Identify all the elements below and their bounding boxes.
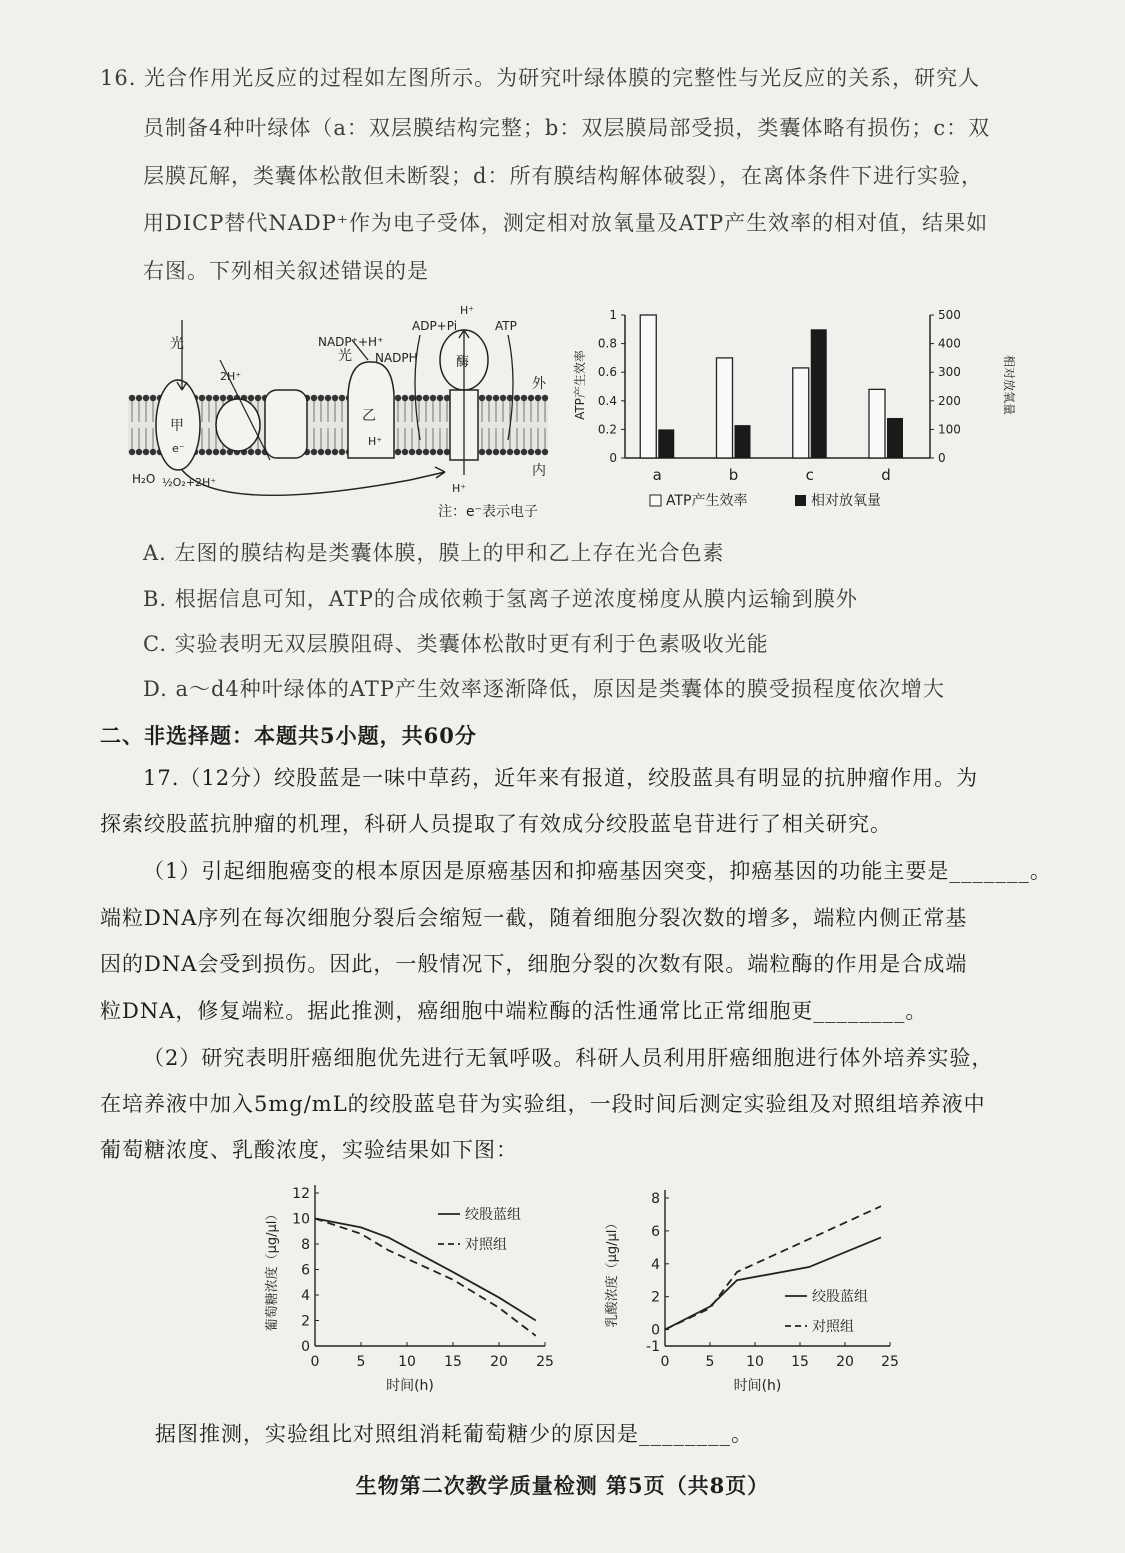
bar-ytick-label: 1: [609, 308, 617, 322]
bar-ytick-label: 0.2: [597, 422, 617, 437]
glucose-line-chart: [260, 1178, 560, 1403]
q16-line-5: 右图。下列相关叙述错误的是: [143, 259, 429, 283]
xtick-label: 10: [398, 1354, 416, 1370]
xtick-label: 5: [356, 1354, 366, 1370]
ytick-label: 4: [651, 1256, 660, 1273]
xtick-label: 0: [310, 1354, 320, 1370]
q17-line-5: 因的DNA会受到损伤。因此，一般情况下，细胞分裂的次数有限。端粒酶的作用是合成端: [100, 952, 968, 976]
bar-ytick-label: 0.4: [597, 393, 617, 408]
q17-line-2: 探索绞股蓝抗肿瘤的机理，科研人员提取了有效成分绞股蓝皂苷进行了相关研究。: [100, 812, 892, 836]
adp-label: ADP+Pi: [412, 319, 458, 333]
h-bottom-label: H⁺: [452, 482, 467, 495]
bar-ytick-label: 0.6: [597, 365, 617, 380]
option-d: D. a～d4种叶绿体的ATP产生效率逐渐降低，原因是类囊体的膜受损程度依次增大: [143, 677, 945, 701]
legend-label-treatment: 绞股蓝组: [812, 1289, 868, 1305]
bar-y2tick-label: 300: [938, 365, 961, 380]
bar-oxygen-release: [735, 425, 751, 458]
ytick-label: 4: [301, 1288, 310, 1304]
ytick-label: 0: [301, 1339, 310, 1355]
bar-oxygen-release: [658, 429, 674, 458]
ytick-label: 0: [651, 1322, 660, 1339]
light-label-1: 光: [170, 336, 184, 352]
ytick-label: 8: [301, 1237, 310, 1253]
xtick-label: 5: [705, 1354, 715, 1370]
bar-chart: [570, 300, 1020, 525]
nadp-label: NADP⁺+H⁺: [318, 335, 384, 349]
bar-y2label: 相对放氧量: [1002, 354, 1016, 416]
bar-y2tick-label: 400: [938, 336, 961, 351]
electron-label: e⁻: [172, 442, 185, 455]
legend-label-oxygen: 相对放氧量: [811, 493, 881, 509]
bar-ylabel: ATP产生效率: [573, 350, 587, 420]
cytochrome-complex: [216, 399, 260, 451]
ytick-label: 8: [651, 1191, 660, 1207]
legend-label-control: 对照组: [465, 1237, 507, 1253]
bar-atp-efficiency: [717, 358, 733, 458]
bar-y2tick-label: 0: [938, 451, 946, 465]
ytick-label: 2: [651, 1289, 660, 1306]
bar-category-label: b: [728, 466, 739, 484]
ytick-label: 6: [651, 1223, 660, 1240]
q16-line-1: 16. 光合作用光反应的过程如左图所示。为研究叶绿体膜的完整性与光反应的关系，研究人: [100, 66, 981, 90]
o2-label: ½O₂+2H⁺: [162, 476, 217, 489]
nadph-label: NADPH: [375, 351, 418, 365]
bar-ytick-label: 0.8: [597, 336, 617, 351]
ytick-label: 12: [292, 1186, 310, 1202]
xtick-label: 15: [791, 1354, 809, 1370]
series-line-treatment: [315, 1219, 536, 1321]
ytick-label: 10: [292, 1211, 310, 1228]
atp-label: ATP: [495, 319, 517, 333]
ytick-label: 2: [301, 1313, 310, 1330]
thylakoid-membrane-diagram: [120, 300, 560, 525]
xlabel: 时间(h): [733, 1378, 782, 1394]
option-b: B. 根据信息可知，ATP的合成依赖于氢离子逆浓度梯度从膜内运输到膜外: [143, 587, 858, 611]
legend-swatch-atp: [650, 495, 661, 506]
bar-y2tick-label: 100: [938, 422, 961, 437]
series-line-control: [665, 1206, 881, 1329]
legend-label-atp: ATP产生效率: [666, 493, 748, 509]
jia-label: 甲: [170, 418, 184, 434]
bar-oxygen-release: [887, 418, 903, 458]
bar-category-label: d: [881, 466, 891, 484]
q17-line-9: 葡萄糖浓度、乳酸浓度，实验结果如下图：: [100, 1138, 518, 1162]
ytick-label: 6: [301, 1262, 310, 1279]
lactate-line-chart: [600, 1178, 910, 1403]
page-footer: 生物第二次教学质量检测 第5页（共8页）: [355, 1473, 770, 1498]
yi-label: 乙: [362, 408, 376, 424]
q17-line-8: 在培养液中加入5mg/mL的绞股蓝皂苷为实验组，一段时间后测定实验组及对照组培养液中: [100, 1092, 986, 1116]
xtick-label: 15: [444, 1354, 462, 1370]
q17-line-1: 17.（12分）绞股蓝是一味中草药，近年来有报道，绞股蓝具有明显的抗肿瘤作用。为: [143, 766, 979, 790]
q17-question: 据图推测，实验组比对照组消耗葡萄糖少的原因是________。: [155, 1422, 753, 1446]
bar-atp-efficiency: [869, 389, 885, 458]
q16-line-2: 员制备4种叶绿体（a：双层膜结构完整；b：双层膜局部受损，类囊体略有损伤；c：双: [143, 116, 991, 140]
bar-atp-efficiency: [793, 368, 809, 458]
bar-y2tick-label: 200: [938, 393, 961, 408]
xtick-label: 20: [836, 1354, 854, 1370]
q16-line-4: 用DICP替代NADP⁺作为电子受体，测定相对放氧量及ATP产生效率的相对值，结果如: [143, 211, 989, 235]
q16-line-3: 层膜瓦解，类囊体松散但未断裂；d：所有膜结构解体破裂），在离体条件下进行实验，: [143, 164, 983, 188]
series-line-treatment: [665, 1237, 881, 1329]
xtick-label: 0: [660, 1354, 670, 1370]
bar-category-label: a: [652, 466, 662, 484]
ylabel: 葡萄糖浓度（μg/μl）: [265, 1207, 280, 1332]
inside-label: 内: [532, 463, 546, 479]
bar-atp-efficiency: [640, 315, 656, 458]
bar-category-label: c: [805, 466, 814, 484]
legend-swatch-oxygen: [795, 495, 806, 506]
enzyme-label: 酶: [456, 355, 470, 370]
legend-label-treatment: 绞股蓝组: [465, 1207, 521, 1223]
xtick-label: 25: [881, 1354, 899, 1370]
complex-middle: [265, 390, 307, 458]
option-a: A. 左图的膜结构是类囊体膜，膜上的甲和乙上存在光合色素: [143, 541, 725, 565]
q17-line-7: （2）研究表明肝癌细胞优先进行无氧呼吸。科研人员利用肝癌细胞进行体外培养实验，: [143, 1046, 994, 1070]
bar-oxygen-release: [811, 329, 827, 458]
diagram-note: 注：e⁻表示电子: [438, 504, 539, 520]
xtick-label: 10: [746, 1354, 764, 1370]
h2o-label: H₂O: [132, 472, 156, 486]
xtick-label: 20: [490, 1354, 508, 1370]
ytick-label: -1: [646, 1339, 660, 1355]
xlabel: 时间(h): [386, 1378, 434, 1394]
q17-line-3: （1）引起细胞癌变的根本原因是原癌基因和抑癌基因突变，抑癌基因的功能主要是_______。: [143, 859, 1052, 883]
light-label-2: 光: [338, 348, 352, 364]
q17-line-4: 端粒DNA序列在每次细胞分裂后会缩短一截，随着细胞分裂次数的增多，端粒内侧正常基: [100, 906, 968, 930]
q17-line-6: 粒DNA，修复端粒。据此推测，癌细胞中端粒酶的活性通常比正常细胞更________。: [100, 999, 928, 1023]
xtick-label: 25: [536, 1354, 554, 1370]
h-top-label: H⁺: [460, 304, 475, 317]
bar-y2tick-label: 500: [938, 308, 961, 322]
section-heading: 二、非选择题：本题共5小题，共60分: [100, 723, 477, 748]
h-top-left-label: 2H⁺: [220, 370, 242, 383]
bar-ytick-label: 0: [609, 451, 617, 465]
h-inner-label: H⁺: [368, 435, 383, 448]
option-c: C. 实验表明无双层膜阻碍、类囊体松散时更有利于色素吸收光能: [143, 632, 769, 656]
ylabel: 乳酸浓度（μg/μl）: [605, 1216, 620, 1328]
legend-label-control: 对照组: [812, 1319, 854, 1335]
outside-label: 外: [532, 376, 546, 392]
